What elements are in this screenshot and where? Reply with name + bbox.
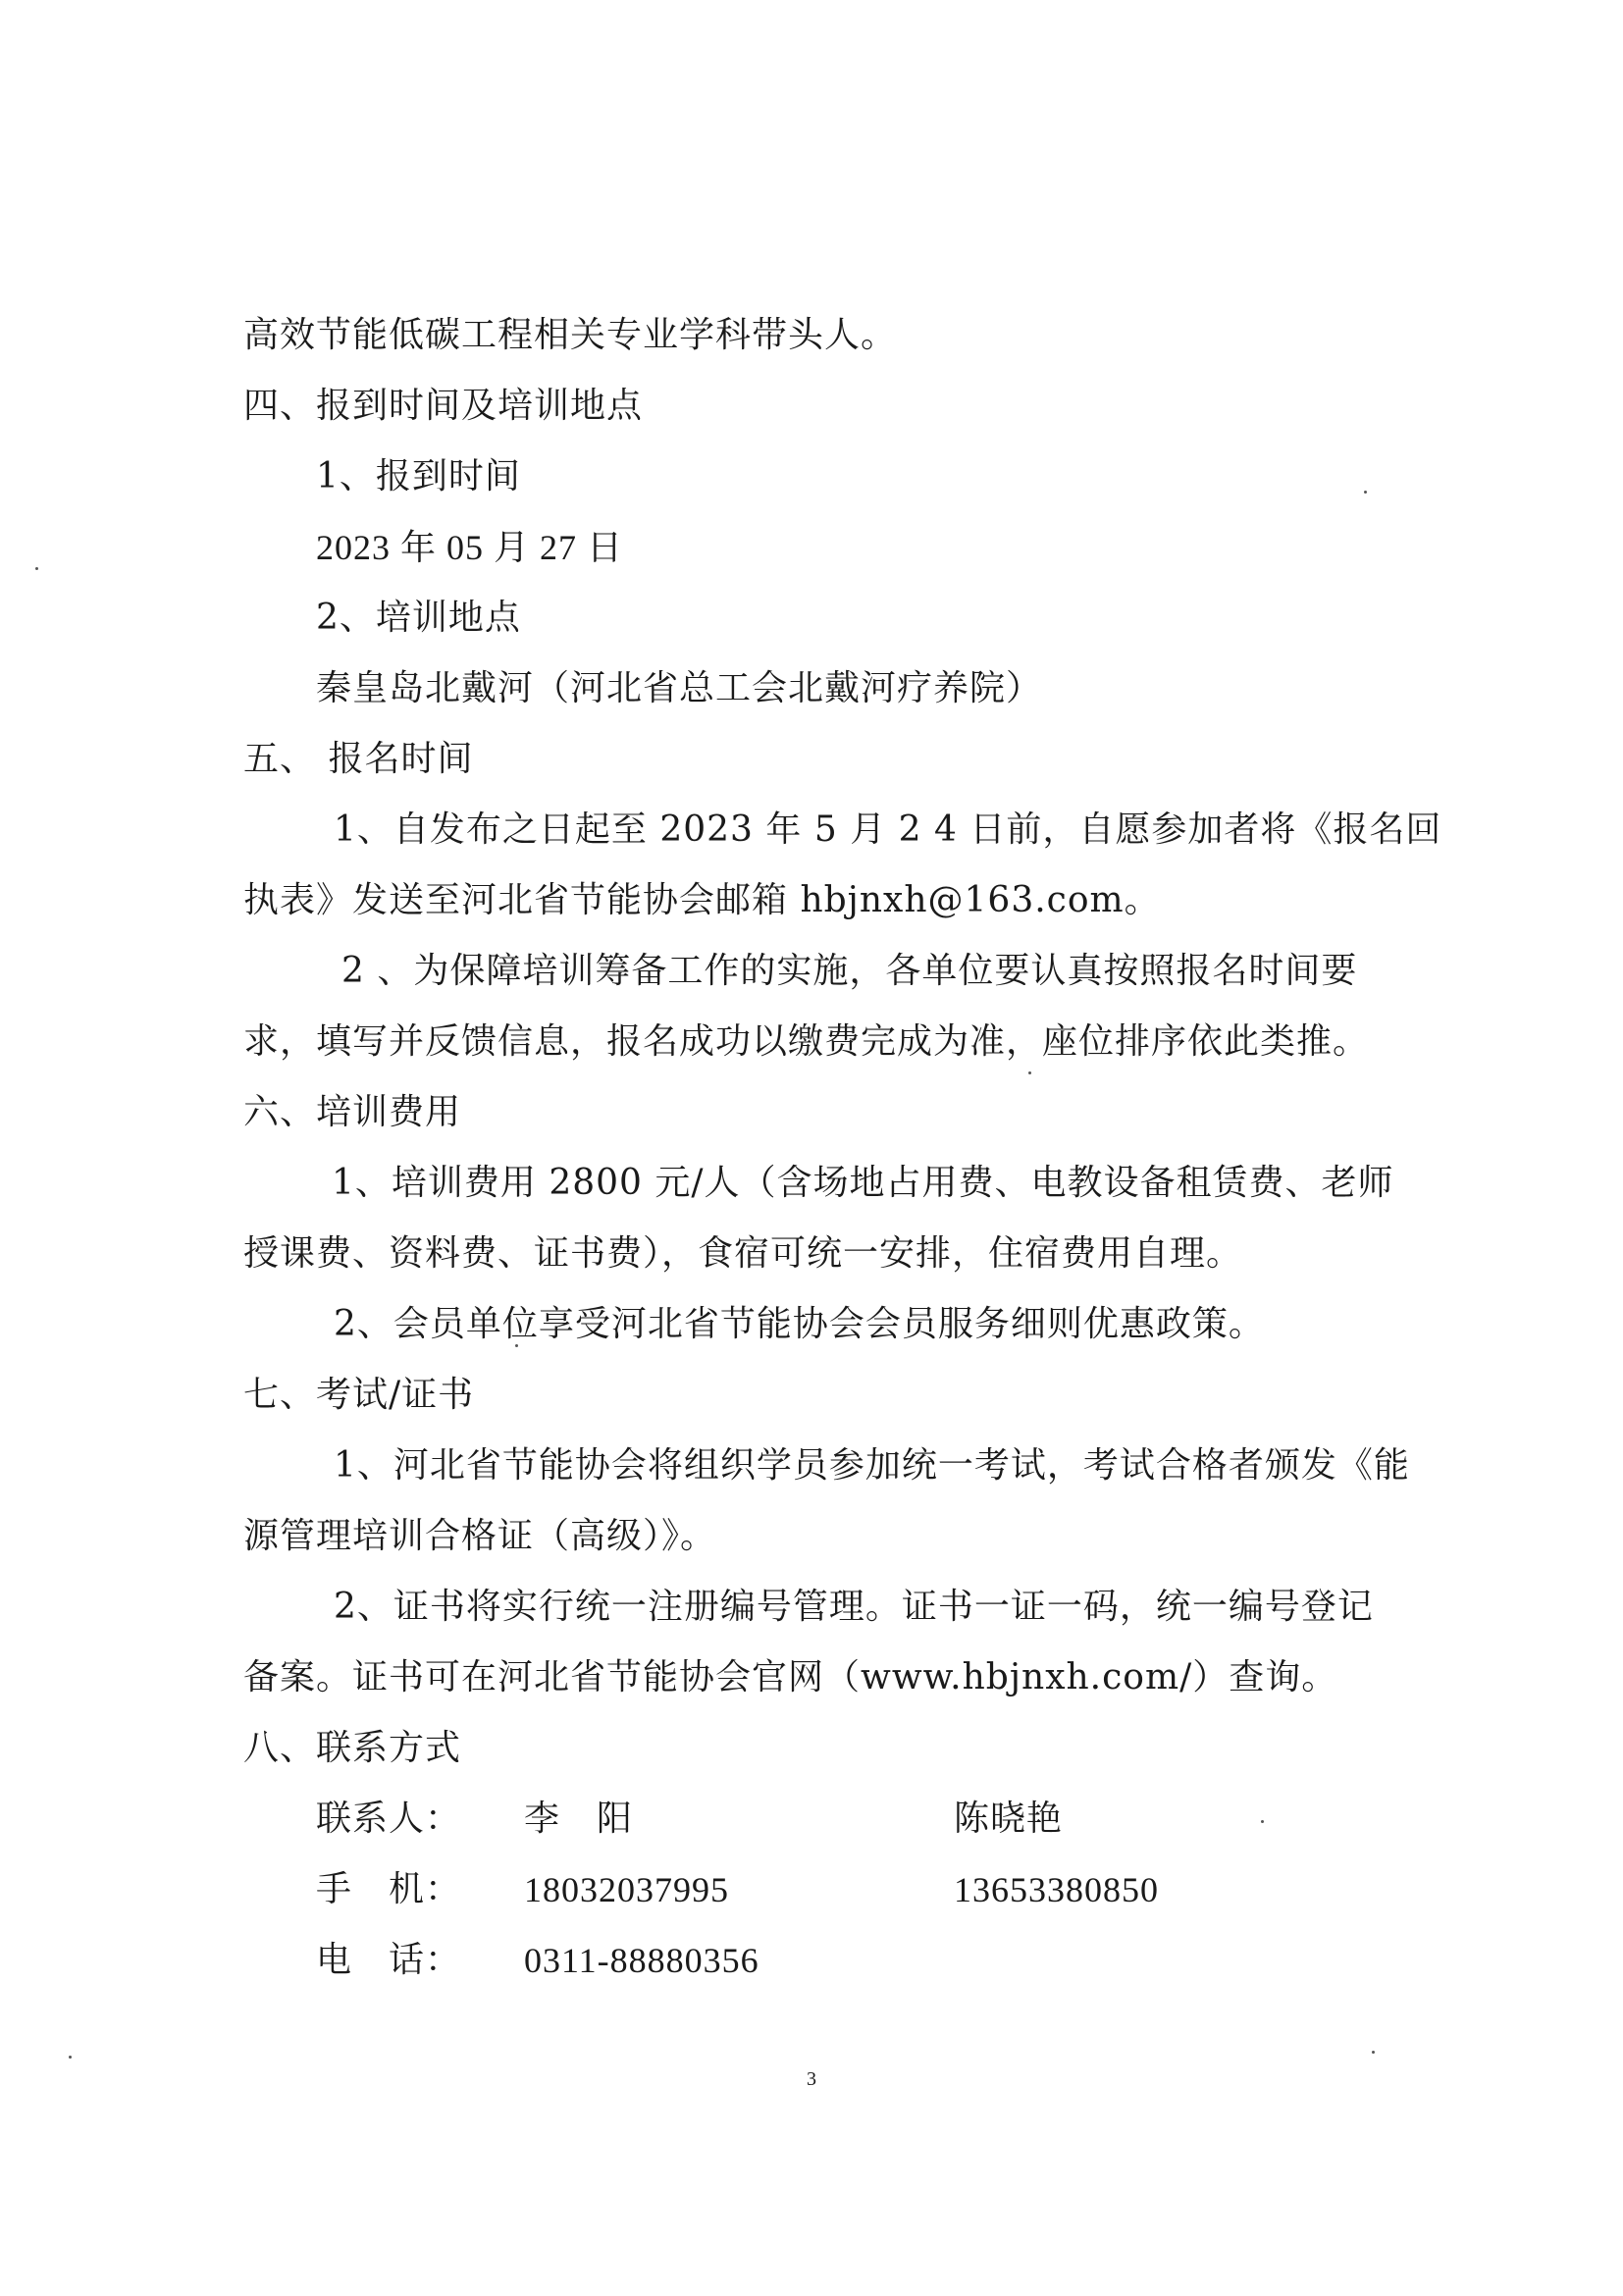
section-4-item2-value: 秦皇岛北戴河（河北省总工会北戴河疗养院）	[316, 668, 1043, 708]
scan-speck	[1364, 491, 1367, 494]
section-5-p1-line2: 执表》发送至河北省节能协会邮箱 hbjnxh@163.com。	[243, 880, 1161, 920]
section-5-p1-line1: 1、自发布之日起至 2023 年 5 月 2 4 日前，自愿参加者将《报名回	[334, 809, 1442, 850]
scan-speck	[35, 567, 38, 570]
section-4-heading: 四、报到时间及培训地点	[243, 386, 644, 426]
section-6-p1-line2: 授课费、资料费、证书费），食宿可统一安排，住宿费用自理。	[243, 1233, 1243, 1274]
section-7-p2-line1: 2、证书将实行统一注册编号管理。证书一证一码，统一编号登记	[334, 1587, 1374, 1627]
page-number: 3	[807, 2068, 816, 2090]
phone-number-1: 0311-88880356	[524, 1941, 759, 1980]
section-5-p2-line1: 2 、为保障培训筹备工作的实施，各单位要认真按照报名时间要	[341, 951, 1358, 991]
section-6-p2: 2、会员单位享受河北省节能协会会员服务细则优惠政策。	[334, 1304, 1265, 1344]
section-8-heading: 八、联系方式	[243, 1728, 462, 1768]
scan-speck	[1028, 1071, 1031, 1074]
scan-speck	[1372, 2051, 1375, 2054]
section-6-p1-line1: 1、培训费用 2800 元/人（含场地占用费、电教设备租赁费、老师	[332, 1163, 1394, 1203]
section-7-p2-line2: 备案。证书可在河北省节能协会官网（www.hbjnxh.com/）查询。	[243, 1657, 1338, 1697]
scan-speck	[515, 1344, 518, 1347]
section-5-p2-line2: 求，填写并反馈信息，报名成功以缴费完成为准，座位排序依此类推。	[243, 1021, 1370, 1062]
section-4-item1-title: 1、报到时间	[316, 456, 521, 496]
scan-speck	[69, 2056, 72, 2059]
section-7-p1-line2: 源管理培训合格证（高级）》。	[243, 1516, 717, 1556]
mobile-label: 手 机：	[316, 1869, 462, 1909]
mobile-number-1: 18032037995	[524, 1870, 729, 1909]
contact-label: 联系人：	[316, 1799, 462, 1839]
phone-label: 电 话：	[316, 1940, 462, 1980]
contact-name-2: 陈晓艳	[954, 1799, 1064, 1839]
section-4-item2-title: 2、培训地点	[316, 598, 521, 638]
continued-line: 高效节能低碳工程相关专业学科带头人。	[243, 315, 898, 355]
section-4-item1-value: 2023 年 05 月 27 日	[316, 528, 624, 567]
contact-name-1: 李 阳	[524, 1799, 634, 1839]
section-5-heading: 五、 报名时间	[243, 739, 474, 779]
mobile-number-2: 13653380850	[954, 1870, 1159, 1909]
scan-speck	[1261, 1820, 1264, 1823]
section-6-heading: 六、培训费用	[243, 1092, 462, 1132]
section-7-p1-line1: 1、河北省节能协会将组织学员参加统一考试，考试合格者颁发《能	[334, 1445, 1410, 1486]
section-7-heading: 七、考试/证书	[243, 1375, 475, 1415]
